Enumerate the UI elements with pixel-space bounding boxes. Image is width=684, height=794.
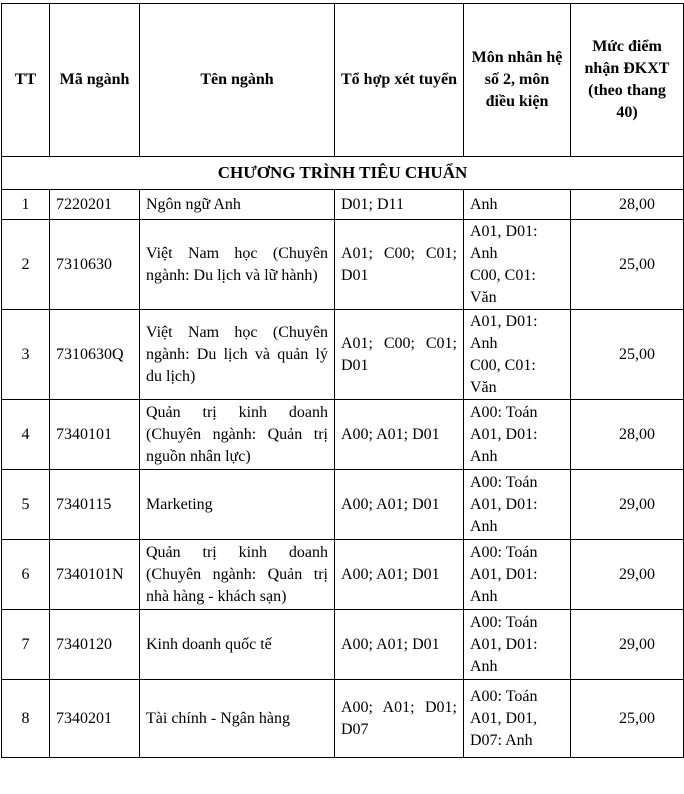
table-row (2, 310, 684, 400)
cell-tt: 3 (2, 310, 50, 400)
section-title: CHƯƠNG TRÌNH TIÊU CHUẨN (2, 157, 684, 190)
cell-tt: 1 (2, 190, 50, 220)
header-to-hop: Tổ hợp xét tuyển (335, 4, 464, 157)
cell-tt: 4 (2, 400, 50, 470)
cell-mon: A01, D01: Anh C00, C01: Văn (464, 220, 571, 310)
cell-ma: 7340120 (50, 610, 140, 680)
cell-mon: Anh (464, 190, 571, 220)
cell-ten: Việt Nam học (Chuyên ngành: Du lịch và quản lý du lịch) (140, 310, 335, 400)
cell-mon: A01, D01: Anh C00, C01: Văn (464, 310, 571, 400)
cell-diem: 29,00 (571, 470, 684, 540)
header-tt: TT (2, 4, 50, 157)
cell-mon: A00: Toán A01, D01: Anh (464, 470, 571, 540)
cell-to-hop: A01; C00; C01; D01 (335, 220, 464, 310)
cell-ma: 7340115 (50, 470, 140, 540)
admission-table (1, 3, 684, 758)
cell-diem: 28,00 (571, 400, 684, 470)
cell-ma: 7310630 (50, 220, 140, 310)
table-row (2, 190, 684, 220)
cell-tt: 2 (2, 220, 50, 310)
cell-tt: 8 (2, 680, 50, 758)
header-row (2, 4, 684, 157)
cell-to-hop: A01; C00; C01; D01 (335, 310, 464, 400)
cell-ten: Ngôn ngữ Anh (140, 190, 335, 220)
cell-ma: 7340101 (50, 400, 140, 470)
cell-tt: 6 (2, 540, 50, 610)
table-row (2, 400, 684, 470)
cell-to-hop: A00; A01; D01; D07 (335, 680, 464, 758)
cell-diem: 29,00 (571, 610, 684, 680)
cell-ten: Tài chính - Ngân hàng (140, 680, 335, 758)
cell-diem: 25,00 (571, 310, 684, 400)
cell-to-hop: A00; A01; D01 (335, 540, 464, 610)
header-mon-nhan: Môn nhân hệ số 2, môn điều kiện (464, 4, 571, 157)
cell-diem: 28,00 (571, 190, 684, 220)
cell-to-hop: A00; A01; D01 (335, 400, 464, 470)
cell-ten: Marketing (140, 470, 335, 540)
cell-to-hop: A00; A01; D01 (335, 610, 464, 680)
section-row (2, 157, 684, 190)
table-row (2, 220, 684, 310)
cell-ma: 7340101N (50, 540, 140, 610)
cell-ma: 7220201 (50, 190, 140, 220)
cell-to-hop: D01; D11 (335, 190, 464, 220)
table-row (2, 540, 684, 610)
cell-mon: A00: Toán A01, D01: Anh (464, 540, 571, 610)
cell-ten: Kinh doanh quốc tế (140, 610, 335, 680)
table-row (2, 680, 684, 758)
header-ten-nganh: Tên ngành (140, 4, 335, 157)
cell-ten: Quản trị kinh doanh (Chuyên ngành: Quản trị nguồn nhân lực) (140, 400, 335, 470)
cell-ten: Việt Nam học (Chuyên ngành: Du lịch và lữ hành) (140, 220, 335, 310)
cell-to-hop: A00; A01; D01 (335, 470, 464, 540)
cell-mon: A00: Toán A01, D01, D07: Anh (464, 680, 571, 758)
cell-diem: 29,00 (571, 540, 684, 610)
cell-ten: Quản trị kinh doanh (Chuyên ngành: Quản trị nhà hàng - khách sạn) (140, 540, 335, 610)
cell-tt: 7 (2, 610, 50, 680)
cell-ma: 7310630Q (50, 310, 140, 400)
header-muc-diem: Mức điểm nhận ĐKXT (theo thang 40) (571, 4, 684, 157)
cell-mon: A00: Toán A01, D01: Anh (464, 400, 571, 470)
cell-diem: 25,00 (571, 680, 684, 758)
cell-ma: 7340201 (50, 680, 140, 758)
header-ma-nganh: Mã ngành (50, 4, 140, 157)
cell-mon: A00: Toán A01, D01: Anh (464, 610, 571, 680)
table-row (2, 610, 684, 680)
cell-diem: 25,00 (571, 220, 684, 310)
table-row (2, 470, 684, 540)
cell-tt: 5 (2, 470, 50, 540)
